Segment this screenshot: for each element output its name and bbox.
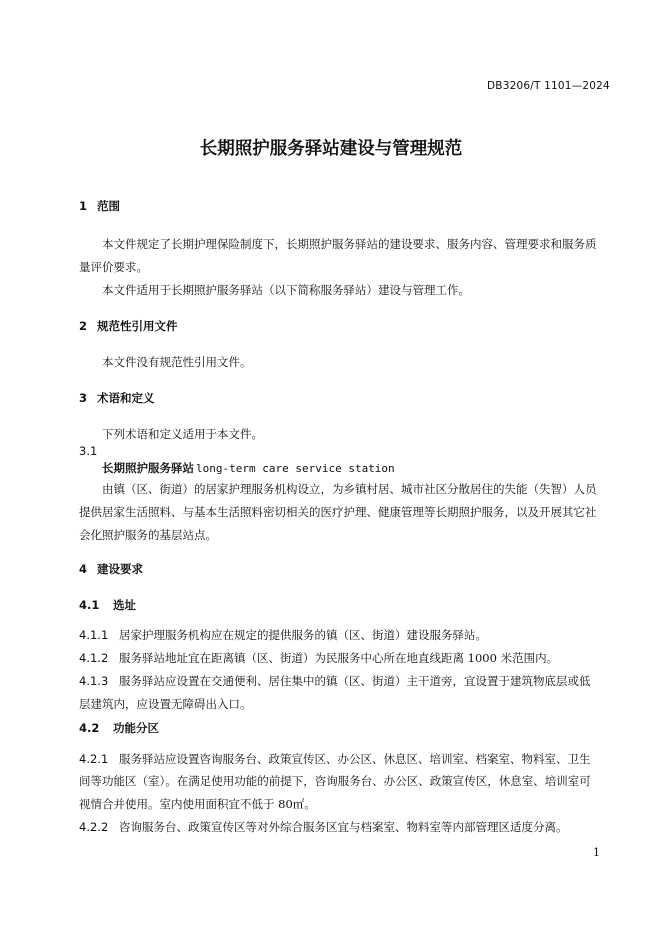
- section-title: 规范性引用文件: [97, 319, 178, 333]
- section-2-heading: [79, 318, 178, 334]
- paragraph: 下列术语和定义适用于本文件。: [102, 427, 263, 441]
- subsection-4-2-heading: [79, 720, 159, 736]
- section-number: 4: [79, 562, 88, 576]
- document-code: DB3206/T 1101—2024: [487, 80, 610, 92]
- clause-number: 4.1.1: [79, 628, 109, 642]
- subsection-title: 功能分区: [113, 721, 159, 735]
- section-title: 范围: [97, 199, 120, 213]
- clause-continuation: 间等功能区（室）。在满足使用功能的前提下，咨询服务台、办公区、政策宣传区，休息室、培训室可: [79, 774, 591, 788]
- clause-4-1-2: [79, 650, 558, 666]
- term-entry: [102, 460, 395, 476]
- page-number: 1: [593, 846, 600, 859]
- subsection-4-1-heading: [79, 597, 136, 613]
- paragraph: 本文件适用于长期照护服务驿站（以下简称服务驿站）建设与管理工作。: [102, 283, 470, 297]
- section-3-heading: [79, 390, 155, 406]
- clause-4-1-1: [79, 627, 487, 643]
- clause-continuation: 层建筑内，应设置无障碍出入口。: [79, 697, 252, 711]
- section-number: 2: [79, 319, 88, 333]
- section-4-heading: [79, 561, 143, 577]
- paragraph-line: 本文件规定了长期护理保险制度下，长期照护服务驿站的建设要求、服务内容、管理要求和服务质: [102, 237, 597, 251]
- clause-text: 咨询服务台、政策宣传区等对外综合服务区宜与档案室、物料室等内部管理区适度分离。: [119, 820, 568, 834]
- paragraph-line: 量评价要求。: [79, 260, 148, 274]
- clause-text: 服务驿站应设置咨询服务台、政策宣传区、办公区、休息区、培训室、档案室、物料室、卫生: [119, 752, 591, 766]
- clause-number: 4.1.2: [79, 651, 109, 665]
- section-title: 建设要求: [97, 562, 143, 576]
- paragraph: 本文件没有规范性引用文件。: [102, 355, 252, 369]
- term-english: long-term care service station: [196, 462, 395, 475]
- subsection-number: 4.2: [79, 721, 100, 735]
- clause-text: 服务驿站应设置在交通便利、居住集中的镇（区、街道）主干道旁，宜设置于建筑物底层或低: [119, 674, 591, 688]
- section-1-heading: [79, 198, 120, 214]
- clause-continuation: 视情合并使用。室内使用面积宜不低于 80㎡。: [79, 797, 316, 811]
- clause-number: 4.2.2: [79, 820, 109, 834]
- subsection-number: 4.1: [79, 598, 100, 612]
- document-title: 长期照护服务驿站建设与管理规范: [199, 139, 463, 159]
- term-number: 3.1: [79, 444, 98, 458]
- section-number: 1: [79, 199, 88, 213]
- clause-number: 4.1.3: [79, 674, 109, 688]
- section-title: 术语和定义: [97, 391, 155, 405]
- term-definition: 由镇（区、街道）的居家护理服务机构设立，为乡镇村居、城市社区分散居住的失能（失智）人员提供居家生活照料、与基本生活照料密切相关的医疗护理、健康管理等长期照护服务，以及开展其它社会化照护服务的基层站点。: [79, 482, 597, 542]
- clause-text: 居家护理服务机构应在规定的提供服务的镇（区、街道）建设服务驿站。: [119, 628, 487, 642]
- term-chinese: 长期照护服务驿站: [102, 461, 194, 475]
- clause-number: 4.2.1: [79, 752, 109, 766]
- clause-text: 服务驿站地址宜在距离镇（区、街道）为民服务中心所在地直线距离 1000 米范围内。: [119, 651, 559, 665]
- clause-4-2-1: [79, 751, 591, 767]
- clause-4-1-3: [79, 673, 591, 689]
- section-number: 3: [79, 391, 88, 405]
- clause-4-2-2: [79, 819, 568, 835]
- subsection-title: 选址: [113, 598, 136, 612]
